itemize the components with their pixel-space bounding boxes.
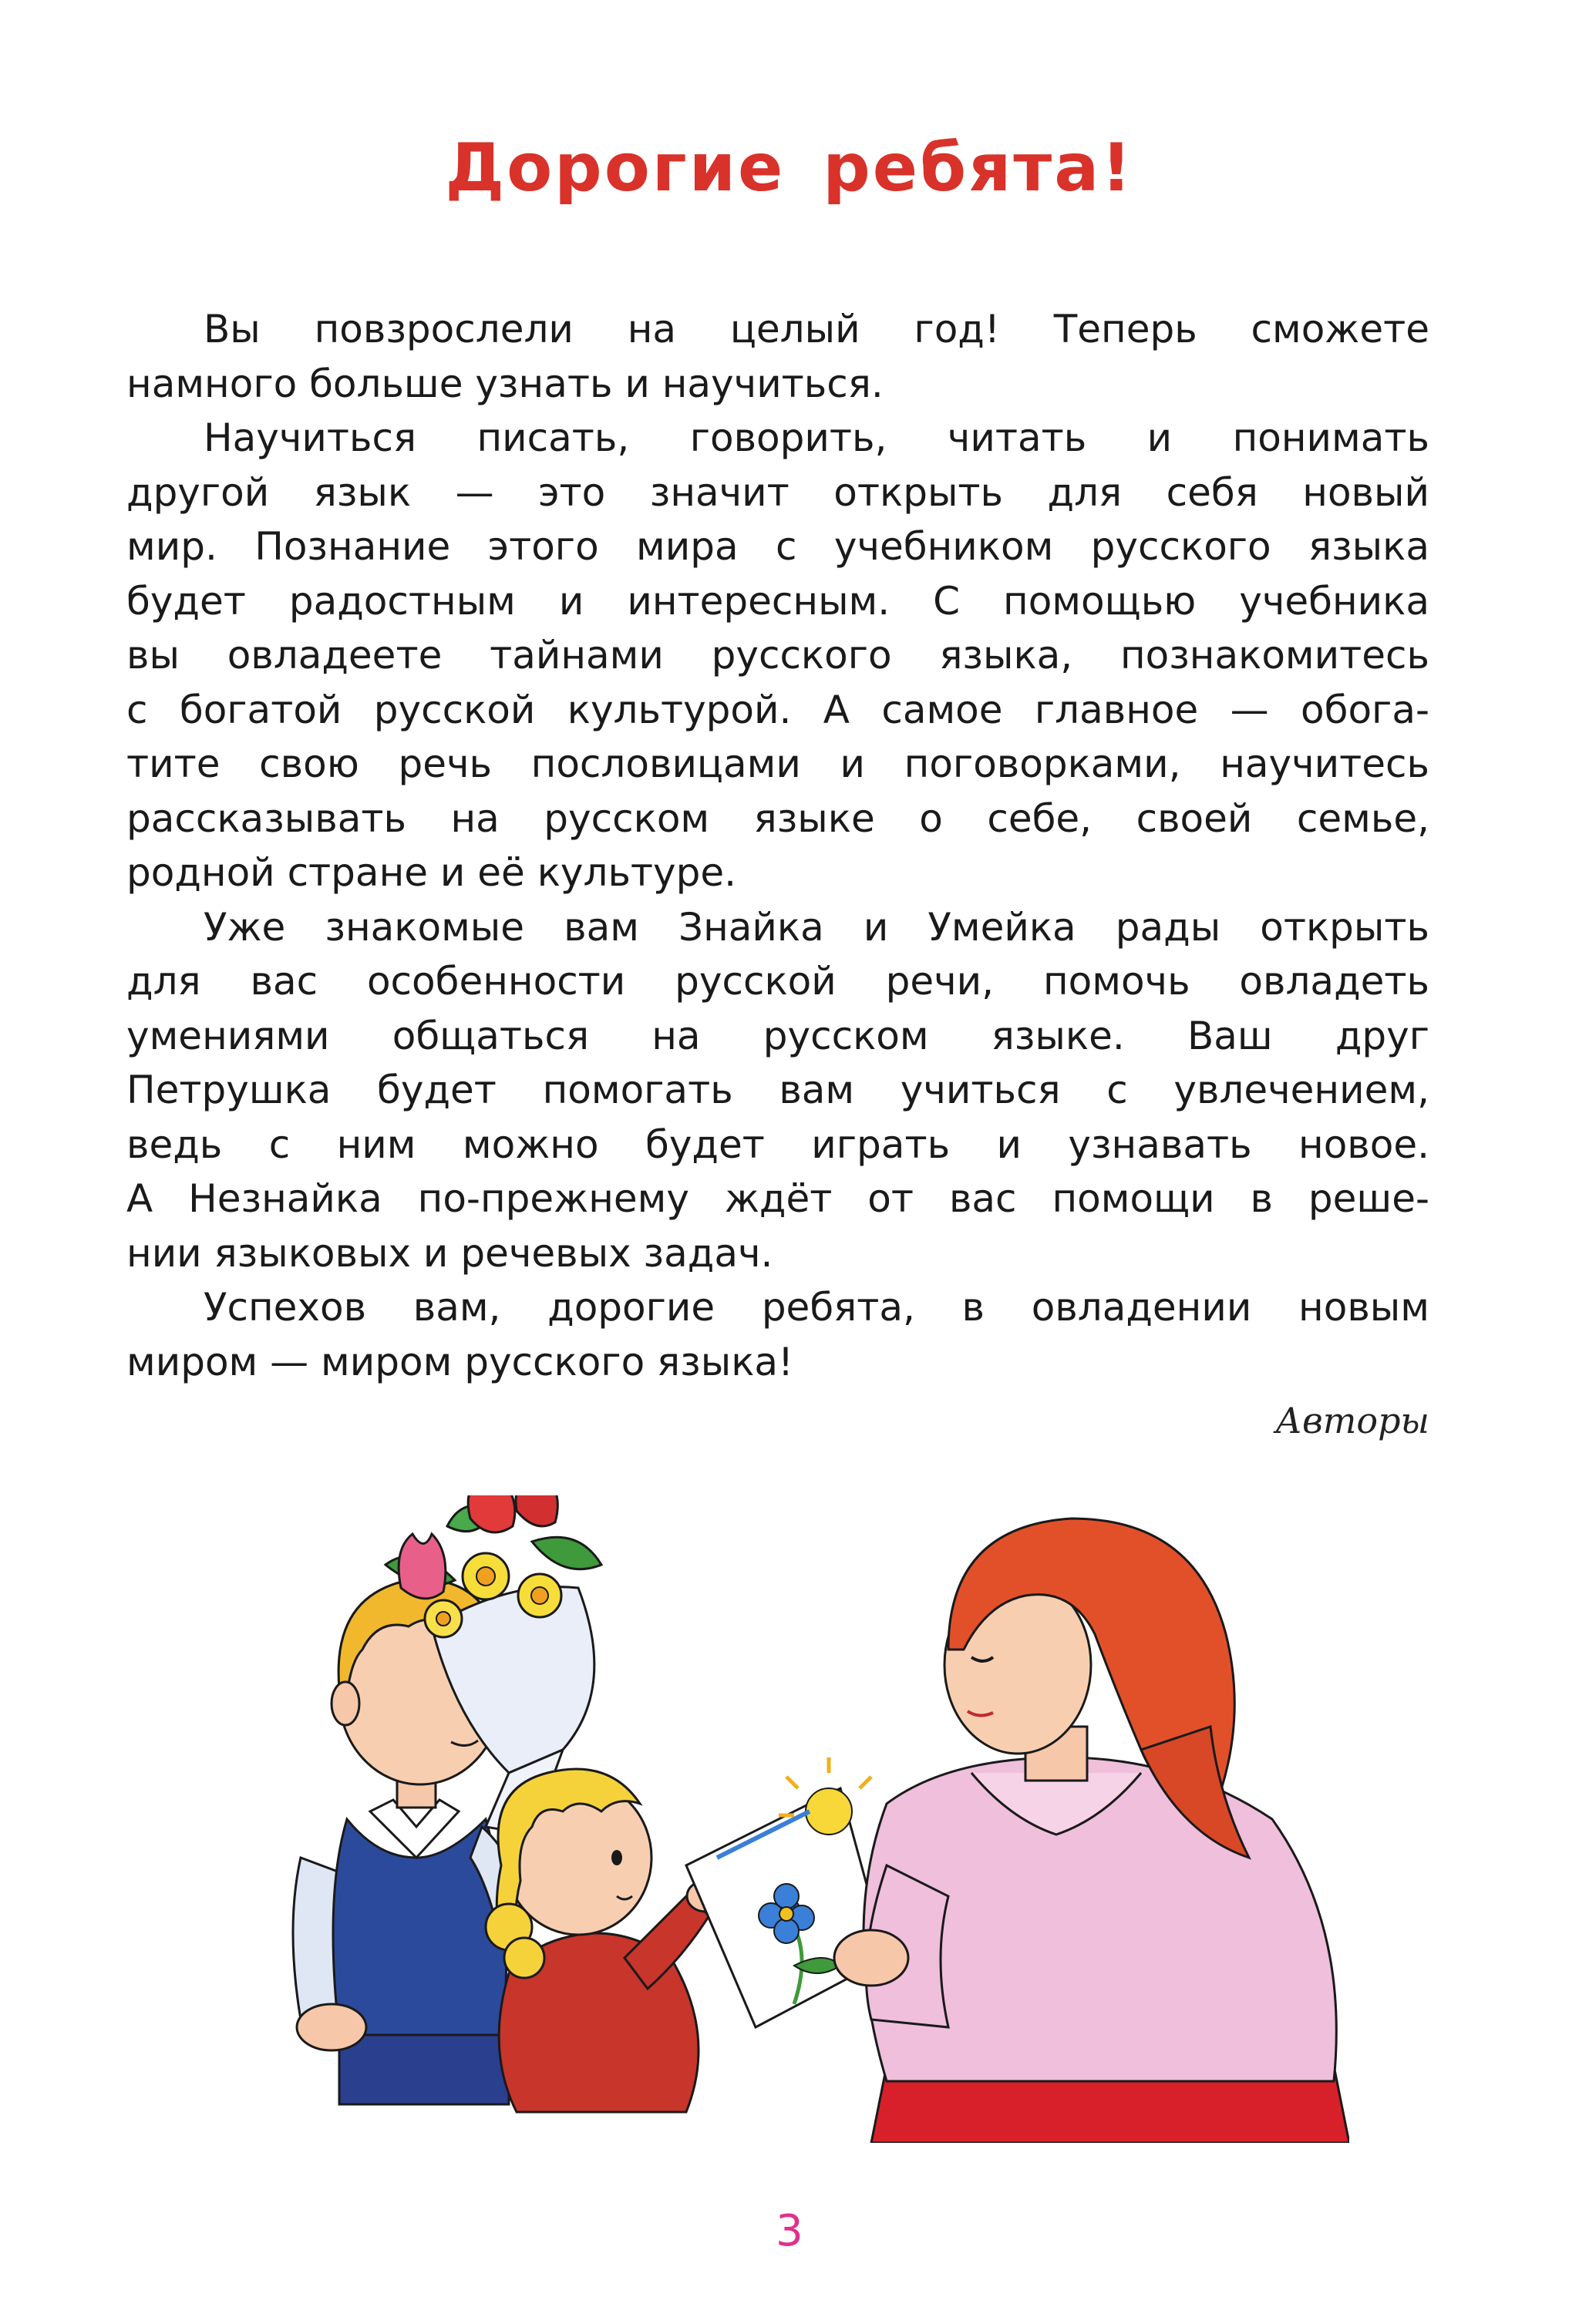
text-line: мир. Познание этого мира с учебником русского языка (126, 524, 1429, 569)
text-line: нии языковых и речевых задач. (126, 1230, 773, 1276)
woman-figure (834, 1519, 1349, 2143)
text-line: вы овладеете тайнами русского языка, познакомитесь (126, 633, 1429, 678)
text-line: Вы повзрослели на целый год! Теперь сможете (204, 307, 1429, 351)
page-number: 3 (776, 2206, 803, 2256)
authors-signature: Авторы (1275, 1400, 1429, 1441)
text-line: другой язык — это значит открыть для себя новый (126, 469, 1429, 515)
paragraph-2 (126, 411, 1429, 900)
text-line: будет радостным и интересным. С помощью учебника (126, 578, 1429, 624)
paragraph-4 (126, 1280, 1429, 1389)
text-line: намного больше узнать и научиться. (126, 361, 884, 406)
text-line: родной стране и её культуре. (126, 850, 737, 895)
paragraph-3 (126, 900, 1429, 1281)
text-line: для вас особенности русской речи, помочь овладеть (126, 959, 1429, 1004)
paragraph-1 (126, 302, 1429, 411)
text-line: ведь с ним можно будет играть и узнавать новое. (126, 1122, 1429, 1167)
children-with-flowers-illustration (254, 1495, 1349, 2143)
text-line: рассказывать на русском языке о себе, своей семье, (126, 795, 1429, 841)
text-line: Успехов вам, дорогие ребята, в овладении новым (204, 1285, 1429, 1330)
greeting-card (686, 1757, 887, 2027)
text-line: Научиться писать, говорить, читать и понимать (204, 415, 1429, 460)
text-line: умениями общаться на русском языке. Ваш друг (126, 1013, 1429, 1058)
intro-text (126, 302, 1429, 1389)
text-line: с богатой русской культурой. А самое главное — обога- (126, 687, 1429, 732)
page-title: Дорогие ребята! (445, 129, 1134, 207)
text-line: А Незнайка по-прежнему ждёт от вас помощи в реше- (126, 1176, 1429, 1221)
text-line: Петрушка будет помогать вам учиться с увлечением, (126, 1068, 1429, 1112)
text-line: тите свою речь пословицами и поговорками, научитесь (126, 742, 1429, 786)
text-line: миром — миром русского языка! (126, 1339, 794, 1384)
text-line: Уже знакомые вам Знайка и Умейка рады открыть (204, 904, 1429, 950)
girl-figure (486, 1769, 724, 2112)
